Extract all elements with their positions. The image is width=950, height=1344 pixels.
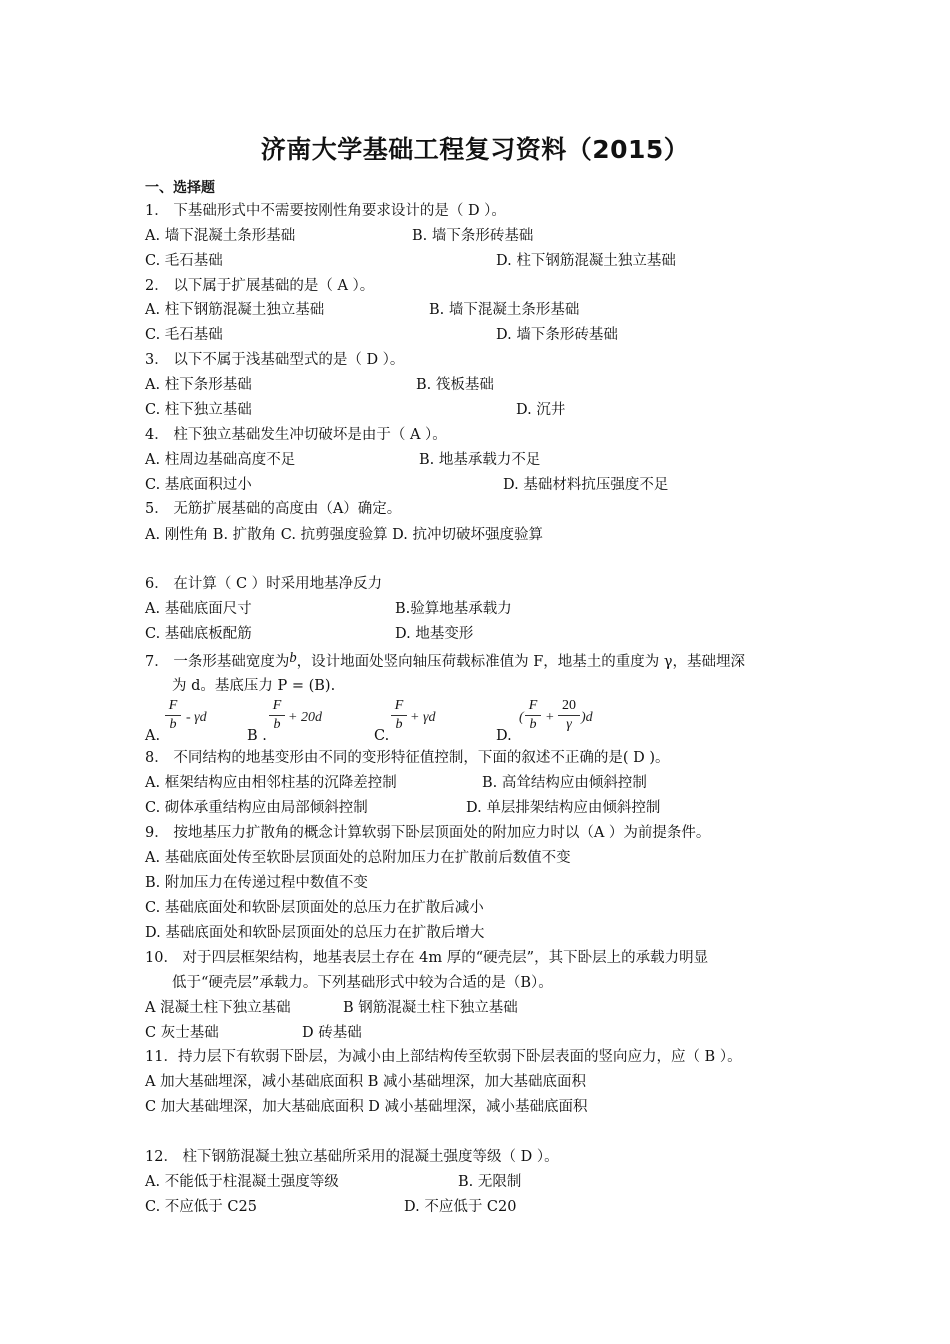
question-7-option-c: C. [374, 728, 390, 744]
question-6-option-b: B.验算地基承载力 [395, 601, 512, 617]
question-11-stem: 11．持力层下有软弱下卧层，为减小由上部结构传至软弱下卧层表面的竖向应力，应（ B ）。 [145, 1049, 742, 1065]
section-heading: 一、选择题 [145, 180, 215, 196]
question-10-option-a: A 混凝土柱下独立基础 [145, 1000, 291, 1016]
question-12-option-b: B. 无限制 [458, 1174, 522, 1190]
question-1-option-c: C. 毛石基础 [145, 253, 223, 269]
question-7-stem [145, 652, 745, 672]
formula-d-denominator-1: b [529, 717, 537, 732]
question-1-option-a: A. 墙下混凝土条形基础 [145, 228, 296, 244]
question-2-stem: 2． 以下属于扩展基础的是（ A ）。 [145, 278, 375, 294]
question-7-option-a: A. [145, 728, 161, 744]
question-11-options-cd: C 加大基础埋深，加大基础底面积 D 减小基础埋深，减小基础底面积 [145, 1099, 588, 1115]
question-8-option-c: C. 砌体承重结构应由局部倾斜控制 [145, 800, 368, 816]
formula-c-numerator: F [394, 698, 404, 713]
formula-d-open-paren: ( [519, 710, 524, 725]
question-3-option-a: A. 柱下条形基础 [145, 377, 252, 393]
formula-a-denominator: b [169, 717, 177, 732]
question-6-option-a: A. 基础底面尺寸 [145, 601, 252, 617]
page-title: 济南大学基础工程复习资料（2015） [260, 135, 690, 164]
question-10-option-b: B 钢筋混凝土柱下独立基础 [343, 1000, 518, 1016]
question-6-option-d: D. 地基变形 [395, 626, 474, 642]
question-8-option-d: D. 单层排架结构应由倾斜控制 [466, 800, 661, 816]
formula-b-denominator: b [273, 717, 281, 732]
question-3-option-b: B. 筏板基础 [416, 377, 494, 393]
question-4-option-a: A. 柱周边基础高度不足 [145, 452, 296, 468]
question-7-option-b: B . [247, 728, 267, 744]
question-1-option-b: B. 墙下条形砖基础 [412, 228, 534, 244]
question-10-option-c: C 灰士基础 [145, 1025, 219, 1041]
question-10-stem-continued: 低于“硬壳层”承载力。下列基础形式中较为合适的是（B）。 [172, 975, 553, 991]
formula-d-close: )d [581, 710, 593, 725]
formula-b-numerator: F [272, 698, 282, 713]
question-2-option-d: D. 墙下条形砖基础 [496, 327, 618, 343]
question-7-stem-part2: ，设计地面处竖向轴压荷载标准值为 F，地基土的重度为 γ，基础埋深 [296, 654, 746, 670]
question-4-option-d: D. 基础材料抗压强度不足 [503, 477, 669, 493]
question-12-option-d: D. 不应低于 C20 [404, 1199, 517, 1215]
formula-c-denominator: b [395, 717, 403, 732]
formula-b-fraction [269, 698, 285, 733]
formula-d-numerator-1: F [528, 698, 538, 713]
question-9-stem: 9． 按地基压力扩散角的概念计算软弱下卧层顶面处的附加应力时以（A ）为前提条件。 [145, 825, 711, 841]
question-7-option-d: D. [496, 728, 512, 744]
question-12-option-a: A. 不能低于柱混凝土强度等级 [145, 1174, 339, 1190]
question-12-option-c: C. 不应低于 C25 [145, 1199, 257, 1215]
formula-d-numerator-2: 20 [562, 698, 576, 713]
question-4-option-c: C. 基底面积过小 [145, 477, 252, 493]
question-11-options-ab: A 加大基础埋深，减小基础底面积 B 减小基础埋深，加大基础底面积 [145, 1074, 586, 1090]
question-3-option-d: D. 沉井 [516, 402, 566, 418]
formula-c-rest: + γd [410, 710, 436, 725]
question-9-option-a: A. 基础底面处传至软卧层顶面处的总附加压力在扩散前后数值不变 [145, 850, 571, 866]
question-8-option-a: A. 框架结构应由相邻柱基的沉降差控制 [145, 775, 397, 791]
formula-d-denominator-2: γ [566, 717, 572, 732]
question-3-option-c: C. 柱下独立基础 [145, 402, 252, 418]
question-9-option-d: D. 基础底面处和软卧层顶面处的总压力在扩散后增大 [145, 925, 485, 941]
question-7-var-b: b [289, 650, 297, 666]
formula-d-plus: + [545, 710, 555, 725]
formula-d-fraction-1 [525, 698, 541, 733]
question-7-stem-continued: 为 d。基底压力 P = (B). [172, 678, 336, 694]
question-4-option-b: B. 地基承载力不足 [419, 452, 541, 468]
formula-b-rest: + 20d [288, 710, 322, 725]
formula-d-fraction-2 [558, 698, 580, 733]
question-2-option-c: C. 毛石基础 [145, 327, 223, 343]
question-12-stem: 12． 柱下钢筋混凝土独立基础所采用的混凝土强度等级（ D ）。 [145, 1149, 559, 1165]
formula-a-fraction [165, 698, 181, 733]
question-10-stem: 10． 对于四层框架结构，地基表层土存在 4m 厚的“硬壳层”，其下卧层上的承载力明显 [145, 950, 709, 966]
question-2-option-b: B. 墙下混凝土条形基础 [429, 302, 580, 318]
question-2-option-a: A. 柱下钢筋混凝土独立基础 [145, 302, 325, 318]
question-1-option-d: D. 柱下钢筋混凝土独立基础 [496, 253, 676, 269]
question-9-option-c: C. 基础底面处和软卧层顶面处的总压力在扩散后减小 [145, 900, 484, 916]
question-8-stem: 8． 不同结构的地基变形由不同的变形特征值控制，下面的叙述不正确的是( D )。 [145, 750, 670, 766]
question-8-option-b: B. 高耸结构应由倾斜控制 [482, 775, 647, 791]
question-5-stem: 5． 无筋扩展基础的高度由（A）确定。 [145, 501, 402, 517]
formula-a-numerator: F [168, 698, 178, 713]
formula-a-rest: - γd [186, 710, 207, 725]
formula-c-fraction [391, 698, 407, 733]
question-4-stem: 4． 柱下独立基础发生冲切破坏是由于（ A ）。 [145, 427, 447, 443]
question-1-stem: 1． 下基础形式中不需要按刚性角要求设计的是（ D ）。 [145, 203, 506, 219]
question-9-option-b: B. 附加压力在传递过程中数值不变 [145, 875, 368, 891]
question-7-stem-part1: 7． 一条形基础宽度为 [145, 654, 290, 670]
question-10-option-d: D 砖基础 [302, 1025, 362, 1041]
question-5-options: A. 刚性角 B. 扩散角 C. 抗剪强度验算 D. 抗冲切破坏强度验算 [145, 527, 544, 543]
question-6-option-c: C. 基础底板配筋 [145, 626, 252, 642]
question-3-stem: 3． 以下不属于浅基础型式的是（ D ）。 [145, 352, 405, 368]
question-6-stem: 6． 在计算（ C ）时采用地基净反力 [145, 576, 383, 592]
